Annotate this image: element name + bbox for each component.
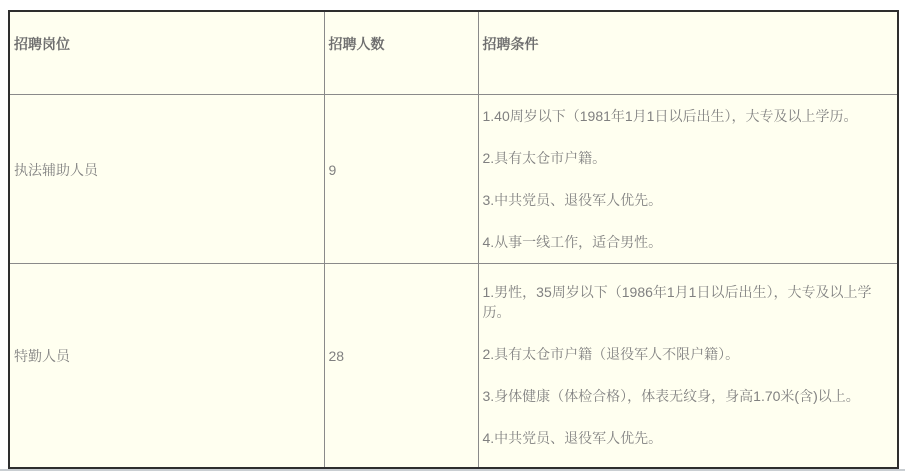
- condition-item: 4.中共党员、退役军人优先。: [482, 430, 663, 447]
- table-row: [9, 94, 898, 263]
- condition-item: 2.具有太仓市户籍。: [482, 149, 607, 166]
- condition-item: 1.男性，35周岁以下（1986年1月1日以后出生），大专及以上学历。: [482, 284, 872, 321]
- recruitment-table: [8, 10, 899, 469]
- condition-item: 2.具有太仓市户籍（退役军人不限户籍）。: [482, 346, 740, 363]
- cell-count: 28: [324, 263, 478, 468]
- cell-count: 9: [324, 94, 478, 263]
- condition-item: 3.中共党员、退役军人优先。: [482, 191, 663, 208]
- cell-position: 执法辅助人员: [9, 94, 324, 263]
- condition-item: 3.身体健康（体检合格），体表无纹身，身高1.70米(含)以上。: [482, 388, 860, 405]
- bottom-divider: [0, 469, 905, 471]
- cell-conditions: [478, 263, 898, 468]
- condition-item: 4.从事一线工作，适合男性。: [482, 233, 663, 250]
- column-header-conditions: 招聘条件: [478, 11, 898, 94]
- column-header-count: 招聘人数: [324, 11, 478, 94]
- condition-item: 1.40周岁以下（1981年1月1日以后出生），大专及以上学历。: [482, 107, 858, 124]
- column-header-position: 招聘岗位: [9, 11, 324, 94]
- table-row: [9, 263, 898, 468]
- cell-position: 特勤人员: [9, 263, 324, 468]
- header-row: [9, 11, 898, 94]
- cell-conditions: [478, 94, 898, 263]
